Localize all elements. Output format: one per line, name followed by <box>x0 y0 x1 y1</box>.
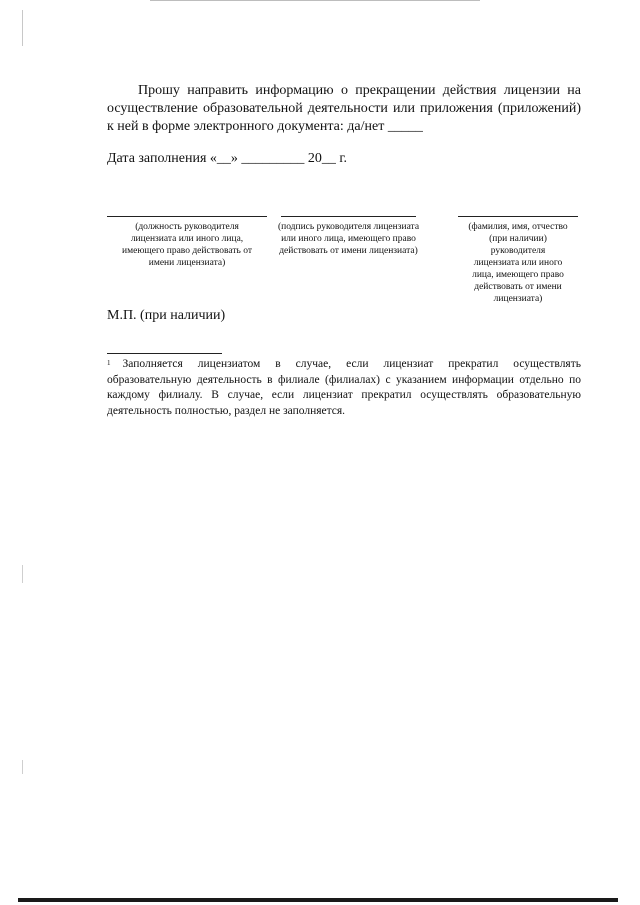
caption-line: действовать от имени лицензиата) <box>279 246 418 256</box>
caption-line: (подпись руководителя лицензиата <box>277 222 420 232</box>
stamp-place: М.П. (при наличии) <box>107 308 226 323</box>
caption-line: лицензиата или иного лица, <box>130 234 244 244</box>
caption-line: имеющего право действовать от <box>122 246 252 256</box>
scan-edge-top <box>150 0 480 1</box>
caption-line: (должность руководителя <box>135 222 239 232</box>
footnote-marker: 1 <box>107 359 111 367</box>
signature-caption <box>276 221 421 257</box>
request-line: к ней в форме электронного документа: да/нет _____ <box>107 119 423 134</box>
footnote-line <box>107 357 581 373</box>
scan-mark <box>22 10 23 46</box>
footnote <box>107 357 581 419</box>
scan-mark <box>22 565 23 583</box>
footnote-separator <box>107 353 222 354</box>
footnote-line: каждому филиалу. В случае, если лицензиат прекратил осуществлять образовательную <box>107 389 581 401</box>
position-caption <box>107 221 267 269</box>
caption-line: действовать от имени <box>474 282 562 292</box>
fill-date-line: Дата заполнения «__» _________ 20__ г. <box>107 151 348 166</box>
caption-line: руководителя <box>490 246 546 256</box>
scan-mark <box>22 760 23 774</box>
caption-line: лицензиата или иного <box>473 258 563 268</box>
footnote-text: Заполняется лицензиатом в случае, если лицензиат прекратил осуществлять <box>122 358 581 370</box>
footnote-line: деятельность полностью, раздел не заполняется. <box>107 404 346 417</box>
request-line: осуществление образовательной деятельности или приложения (приложений) <box>107 101 581 116</box>
name-caption <box>458 221 578 305</box>
name-underline <box>458 216 578 217</box>
caption-line: имени лицензиата) <box>148 258 226 268</box>
request-paragraph <box>107 82 581 136</box>
caption-line: лицензиата) <box>493 294 543 304</box>
caption-line: лица, имеющего право <box>472 270 564 280</box>
caption-line: (фамилия, имя, отчество <box>468 222 568 232</box>
request-line: Прошу направить информацию о прекращении действия лицензии на <box>138 83 581 98</box>
signature-underline <box>281 216 416 217</box>
position-underline <box>107 216 267 217</box>
scan-edge-bottom <box>18 898 618 902</box>
caption-line: или иного лица, имеющего право <box>281 234 416 244</box>
footnote-line: образовательную деятельность в филиале (филиалах) с указанием информации отдельно по <box>107 373 581 386</box>
caption-line: (при наличии) <box>489 234 547 244</box>
